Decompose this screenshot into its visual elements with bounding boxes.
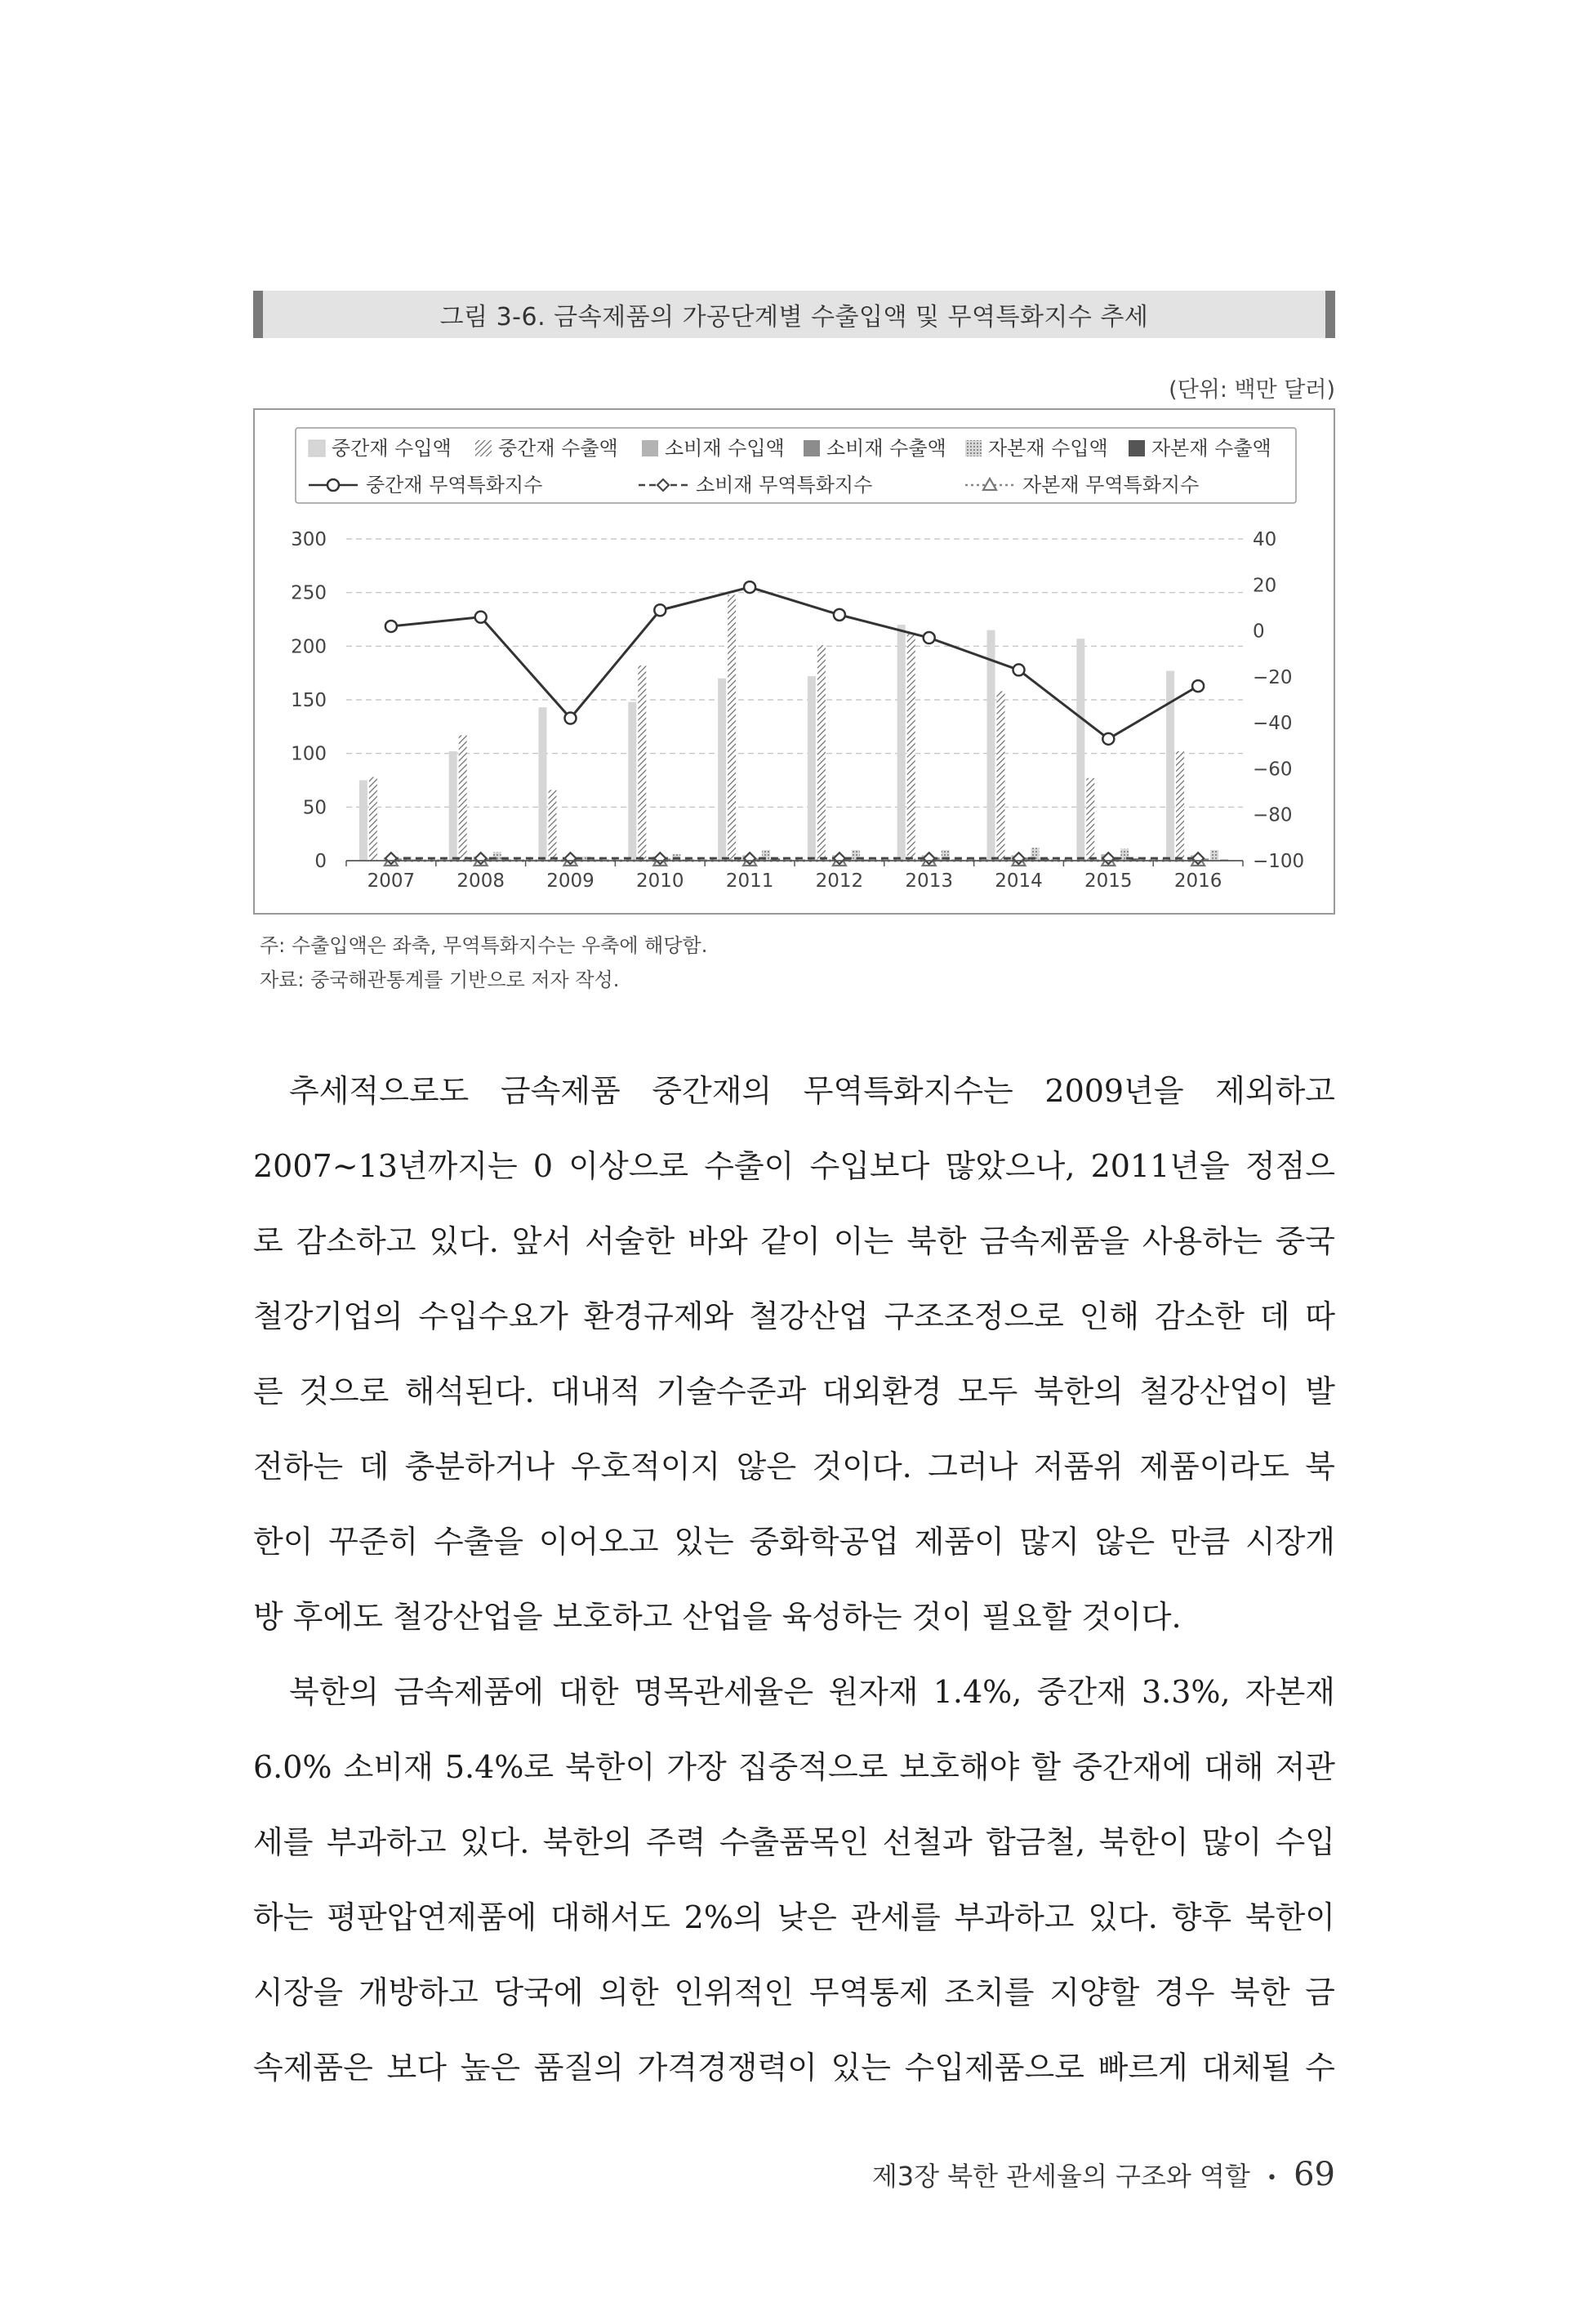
y2-tick-label: 40 — [1253, 529, 1277, 550]
figure-source: 자료: 중국해관통계를 기반으로 저자 작성. — [260, 968, 620, 991]
legend-label: 소비재 수출액 — [826, 437, 946, 460]
y-tick-label: 300 — [291, 529, 327, 550]
bar — [459, 735, 467, 861]
page-number: 69 — [1294, 2156, 1335, 2193]
text-line: 철강기업의 수입수요가 환경규제와 철강산업 구조조정으로 인해 감소한 데 따 — [253, 1298, 1335, 1334]
paragraph — [253, 1654, 1335, 2105]
bar — [728, 594, 736, 861]
bar — [549, 790, 557, 861]
legend-swatch — [965, 440, 982, 456]
legend-label: 소비재 수입액 — [665, 437, 785, 460]
line-point — [654, 604, 666, 616]
bar — [1086, 778, 1094, 861]
y-tick-label: 0 — [314, 851, 327, 872]
x-tick-label: 2016 — [1173, 870, 1222, 892]
y-tick-label: 250 — [291, 582, 327, 604]
y2-tick-label: −40 — [1253, 713, 1293, 735]
text-line: 시장을 개방하고 당국에 의한 인위적인 무역통제 조치를 지양할 경우 북한 금 — [253, 1975, 1335, 2010]
text-line: 방 후에도 철강산업을 보호하고 산업을 육성하는 것이 필요할 것이다. — [253, 1599, 1182, 1635]
page-footer — [872, 2156, 1335, 2193]
legend-swatch — [642, 440, 658, 456]
chart-frame — [253, 408, 1335, 915]
y2-tick-label: −80 — [1253, 804, 1293, 826]
bar — [628, 702, 636, 861]
bar — [638, 666, 646, 861]
text-line: 한이 꾸준히 수출을 이어오고 있는 중화학공업 제품이 많지 않은 만큼 시장개 — [253, 1524, 1335, 1560]
text-line: 북한의 금속제품에 대한 명목관세율은 원자재 1.4%, 중간재 3.3%, 자본재 — [289, 1674, 1335, 1710]
legend-swatch — [1129, 440, 1145, 456]
y-tick-label: 200 — [291, 636, 327, 658]
text-line: 추세적으로도 금속제품 중간재의 무역특화지수는 2009년을 제외하고 — [289, 1073, 1335, 1109]
bar — [539, 707, 547, 861]
bar — [359, 781, 367, 861]
legend-label: 자본재 무역특화지수 — [1022, 474, 1200, 496]
text-line: 속제품은 보다 높은 품질의 가격경쟁력이 있는 수입제품으로 빠르게 대체될 수 — [253, 2050, 1335, 2086]
x-tick-label: 2007 — [367, 870, 416, 892]
bar — [1076, 639, 1084, 861]
x-tick-label: 2012 — [815, 870, 864, 892]
line-point — [475, 612, 487, 623]
line-point — [924, 632, 935, 643]
bar — [718, 679, 726, 861]
y-tick-label: 100 — [291, 743, 327, 765]
legend-label: 중간재 수입액 — [332, 437, 452, 460]
bar — [1176, 751, 1184, 861]
x-tick-label: 2011 — [725, 870, 774, 892]
y2-tick-label: 20 — [1253, 575, 1277, 597]
y2-tick-label: −20 — [1253, 666, 1293, 688]
figure-note: 주: 수출입액은 좌축, 무역특화지수는 우축에 해당함. — [260, 934, 708, 957]
line-point — [834, 609, 845, 621]
bar — [997, 691, 1005, 861]
bar — [987, 630, 995, 861]
legend-marker — [327, 479, 339, 491]
text-line: 른 것으로 해석된다. 대내적 기술수준과 대외환경 모두 북한의 철강산업이 발 — [253, 1373, 1335, 1409]
text-line: 전하는 데 충분하거나 우호적이지 않은 것이다. 그러나 저품위 제품이라도 북 — [253, 1449, 1335, 1485]
legend-swatch — [475, 440, 492, 456]
line-point — [565, 713, 577, 724]
bar — [808, 676, 816, 861]
bar — [907, 632, 915, 861]
legend-swatch — [804, 440, 820, 456]
figure-title: 그림 3-6. 금속제품의 가공단계별 수출입액 및 무역특화지수 추세 — [439, 303, 1149, 332]
body-text — [253, 1053, 1335, 2105]
x-tick-label: 2010 — [636, 870, 684, 892]
text-line: 하는 평판압연제품에 대해서도 2%의 낮은 관세를 부과하고 있다. 향후 북한이 — [253, 1899, 1335, 1935]
bar — [369, 777, 377, 861]
y-tick-label: 50 — [302, 797, 327, 819]
bar — [897, 625, 906, 861]
legend-swatch — [309, 440, 325, 456]
footer-bullet: • — [1266, 2167, 1277, 2188]
legend-label: 중간재 무역특화지수 — [366, 474, 543, 496]
text-line: 2007~13년까지는 0 이상으로 수출이 수입보다 많았으나, 2011년을 정점으 — [253, 1148, 1335, 1184]
bar — [449, 751, 457, 861]
legend-label: 중간재 수출액 — [498, 437, 618, 460]
line-point — [1013, 664, 1025, 675]
x-tick-label: 2009 — [546, 870, 595, 892]
legend-label: 자본재 수입액 — [988, 437, 1108, 460]
paragraph — [253, 1053, 1335, 1654]
line-point — [744, 581, 755, 593]
text-line: 세를 부과하고 있다. 북한의 주력 수출품목인 선철과 합금철, 북한이 많이 수입 — [253, 1824, 1335, 1860]
bar — [1210, 850, 1218, 861]
line-point — [385, 621, 397, 632]
line-point — [1102, 733, 1114, 745]
chapter-title: 제3장 북한 관세율의 구조와 역할 — [871, 2161, 1250, 2192]
x-tick-label: 2015 — [1084, 870, 1133, 892]
figure-title-bar — [253, 291, 1335, 338]
y2-tick-label: −60 — [1253, 759, 1293, 781]
chart — [255, 410, 1337, 916]
y2-tick-label: 0 — [1253, 621, 1265, 643]
bar — [817, 645, 826, 861]
text-line: 로 감소하고 있다. 앞서 서술한 바와 같이 이는 북한 금속제품을 사용하는 중국 — [253, 1223, 1335, 1259]
x-tick-label: 2008 — [456, 870, 505, 892]
legend-label: 자본재 수출액 — [1151, 437, 1271, 460]
legend-label: 소비재 무역특화지수 — [696, 474, 873, 496]
figure-unit: (단위: 백만 달러) — [1169, 377, 1335, 403]
x-tick-label: 2013 — [905, 870, 953, 892]
line-point — [1192, 680, 1204, 692]
text-line: 6.0% 소비재 5.4%로 북한이 가장 집중적으로 보호해야 할 중간재에 대해 저관 — [253, 1749, 1335, 1785]
y-tick-label: 150 — [291, 690, 327, 711]
x-tick-label: 2014 — [995, 870, 1043, 892]
y2-tick-label: −100 — [1253, 851, 1305, 872]
